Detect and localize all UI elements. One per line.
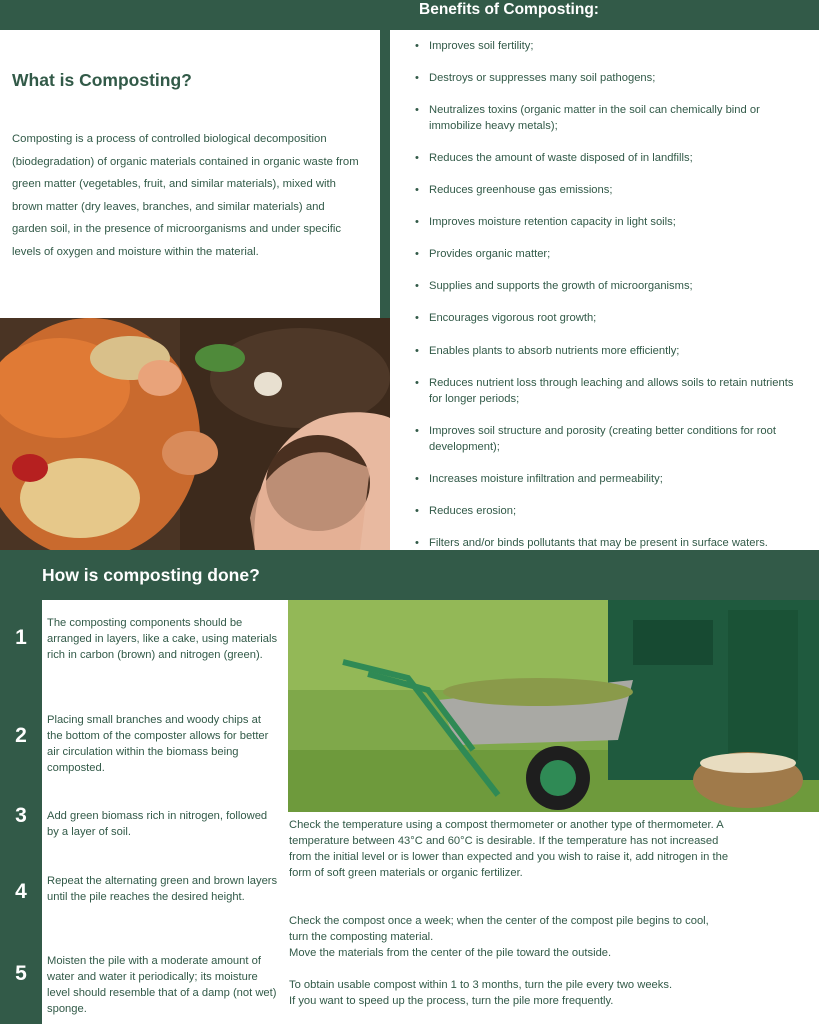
step-number: 2 <box>15 724 27 747</box>
benefit-item: • Improves soil structure and porosity (creating better conditions for root development); <box>415 425 776 453</box>
benefit-item: • Destroys or suppresses many soil pathogens; <box>415 72 656 84</box>
step-text: Add green biomass rich in nitrogen, followed by a layer of soil. <box>47 810 268 838</box>
what-title: What is Composting? <box>12 70 192 90</box>
benefit-item: • Supplies and supports the growth of microorganisms; <box>415 280 693 292</box>
benefit-item: • Increases moisture infiltration and permeability; <box>415 473 663 485</box>
step-number: 1 <box>15 626 27 649</box>
benefit-item: • Enables plants to absorb nutrients more efficiently; <box>415 345 680 357</box>
benefits-header-bar <box>0 0 819 30</box>
benefit-item: • Neutralizes toxins (organic matter in the soil can chemically bind or immobilize heavy metals); <box>415 104 760 132</box>
benefit-item: • Reduces nutrient loss through leaching and allows soils to retain nutrients for longer periods; <box>415 377 794 405</box>
benefit-item: • Filters and/or binds pollutants that may be present in surface waters. <box>415 537 768 549</box>
step-text: Repeat the alternating green and brown layers until the pile reaches the desired height. <box>47 875 278 903</box>
benefit-item: • Encourages vigorous root growth; <box>415 312 597 324</box>
step-number: 3 <box>15 804 27 827</box>
weekly-check-paragraph: Check the compost once a week; when the center of the compost pile begins to cool, turn the composting material. Move the materials from the center of the pile toward the outside. <box>289 915 709 959</box>
wheelbarrow-photo <box>288 600 819 812</box>
step-number: 4 <box>15 880 27 903</box>
temperature-paragraph: Check the temperature using a compost thermometer or another type of thermometer. A temperature between 43°C and 60°C is desirable. If the temperature has not increased from the initial level or is lower than expected and you wish to raise it, add nitrogen in the form of soft green materials or organic fertilizer. <box>289 819 729 879</box>
benefit-item: • Improves moisture retention capacity in light soils; <box>415 216 676 228</box>
how-title: How is composting done? <box>42 565 260 585</box>
benefit-item: • Reduces greenhouse gas emissions; <box>415 184 613 196</box>
benefit-item: • Improves soil fertility; <box>415 40 534 52</box>
step-text: Placing small branches and woody chips at the bottom of the composter allows for better air circulation within the biomass being composted. <box>47 714 269 774</box>
benefit-item: • Reduces the amount of waste disposed of in landfills; <box>415 152 693 164</box>
benefit-item: • Reduces erosion; <box>415 505 517 517</box>
what-description: Composting is a process of controlled biological decomposition (biodegradation) of organic materials contained in organic waste from green matter (vegetables, fruit, and similar materials), mixed with brown matter (dry leaves, branches, and similar materials) and garden soil, in the presence of microorganisms and under specific levels of oxygen and moisture within the material. <box>12 133 359 258</box>
step-number: 5 <box>15 962 27 985</box>
step-text: Moisten the pile with a moderate amount of water and water it periodically; its moisture level should resemble that of a damp (not wet) sponge. <box>47 955 277 1015</box>
benefits-title: Benefits of Composting: <box>419 1 599 18</box>
turning-paragraph: To obtain usable compost within 1 to 3 months, turn the pile every two weeks. If you want to speed up the process, turn the pile more frequently. <box>289 979 673 1007</box>
step-text: The composting components should be arranged in layers, like a cake, using materials rich in carbon (brown) and nitrogen (green). <box>47 617 278 661</box>
benefit-item: • Provides organic matter; <box>415 248 551 260</box>
compost-photo <box>0 318 390 550</box>
